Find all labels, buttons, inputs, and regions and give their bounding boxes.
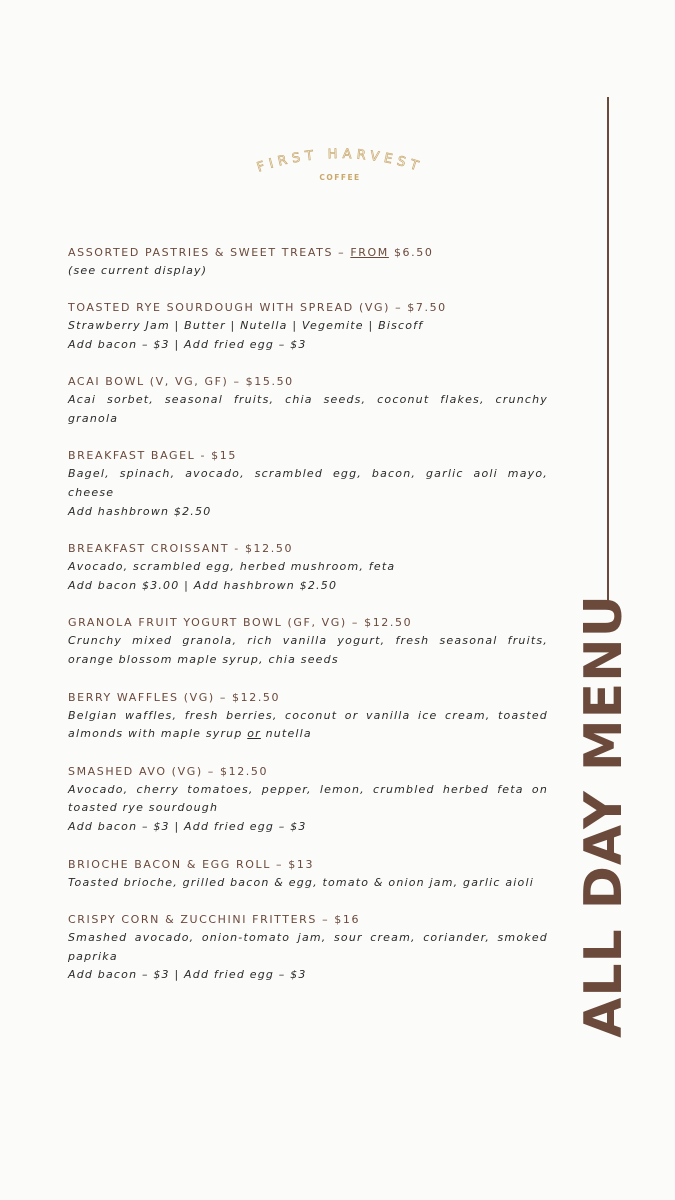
- menu-item-desc: Avocado, cherry tomatoes, pepper, lemon, crumbled herbed feta on toasted rye sourdough: [68, 782, 548, 815]
- menu-item-bagel: [68, 447, 548, 521]
- menu-item-extra: Add bacon $3.00 | Add hashbrown $2.50: [68, 579, 338, 593]
- menu-item-title: [68, 244, 548, 262]
- menu-item-title: BREAKFAST BAGEL - $15: [68, 449, 237, 463]
- menu-item-desc: Toasted brioche, grilled bacon & egg, tomato & onion jam, garlic aioli: [68, 875, 534, 889]
- title-part: ASSORTED PASTRIES & SWEET TREATS –: [68, 246, 351, 259]
- menu-item-desc: Avocado, scrambled egg, herbed mushroom, feta: [68, 560, 396, 574]
- menu-item-title: BREAKFAST CROISSANT - $12.50: [68, 542, 294, 556]
- desc-underlined: or: [247, 727, 261, 741]
- menu-item-fritters: [68, 911, 548, 985]
- menu-item-title: TOASTED RYE SOURDOUGH WITH SPREAD (VG) – $7.50: [68, 301, 447, 315]
- menu-item-title: BRIOCHE BACON & EGG ROLL – $13: [68, 857, 315, 871]
- menu-list: [68, 244, 548, 1004]
- brand-logo-arc: [250, 140, 430, 176]
- side-title: [574, 594, 634, 1038]
- menu-item-desc: Bagel, spinach, avocado, scrambled egg, bacon, garlic aoli mayo, cheese: [68, 467, 548, 500]
- menu-item-title: CRISPY CORN & ZUCCHINI FRITTERS – $16: [68, 912, 361, 926]
- title-underlined: FROM: [350, 246, 389, 259]
- svg-text:FIRST HARVEST: [255, 147, 425, 176]
- menu-item-desc: (see current display): [68, 264, 208, 277]
- brand-name: FIRST HARVEST: [255, 146, 425, 176]
- brand-logo: [250, 140, 430, 190]
- vertical-rule: [607, 97, 609, 605]
- menu-item-extra: Add bacon – $3 | Add fried egg – $3: [68, 338, 307, 352]
- menu-item-title: BERRY WAFFLES (VG) – $12.50: [68, 690, 281, 704]
- menu-item-desc: Strawberry Jam | Butter | Nutella | Vegemite | Biscoff: [68, 319, 424, 333]
- menu-item-croissant: [68, 540, 548, 596]
- menu-item-desc: Acai sorbet, seasonal fruits, chia seeds, coconut flakes, crunchy granola: [68, 393, 548, 426]
- menu-item-granola: [68, 614, 548, 670]
- menu-item-title: ACAI BOWL (V, VG, GF) – $15.50: [68, 375, 294, 389]
- menu-item-smashed-avo: [68, 763, 548, 837]
- menu-item-desc: [68, 707, 548, 745]
- menu-item-extra: Add bacon – $3 | Add fried egg – $3: [68, 968, 307, 982]
- menu-item-extra: Add bacon – $3 | Add fried egg – $3: [68, 820, 307, 834]
- menu-item-sourdough: [68, 299, 548, 355]
- menu-item-acai: [68, 373, 548, 429]
- menu-item-desc: Smashed avocado, onion-tomato jam, sour cream, coriander, smoked paprika: [68, 930, 548, 963]
- menu-item-pastries: [68, 244, 548, 281]
- menu-item-title: GRANOLA FRUIT YOGURT BOWL (GF, VG) – $12.50: [68, 616, 413, 630]
- side-title-text: ALL DAY MENU: [574, 594, 634, 1038]
- desc-part: Belgian waffles, fresh berries, coconut or vanilla ice cream, toasted almonds with maple syrup: [68, 708, 548, 741]
- menu-item-brioche: [68, 856, 548, 893]
- menu-item-waffles: [68, 689, 548, 745]
- menu-item-extra: Add hashbrown $2.50: [68, 505, 212, 519]
- menu-item-title: SMASHED AVO (VG) – $12.50: [68, 764, 269, 778]
- desc-part: nutella: [260, 727, 312, 741]
- brand-sub: COFFEE: [319, 173, 361, 182]
- menu-item-desc: Crunchy mixed granola, rich vanilla yogurt, fresh seasonal fruits, orange blossom maple syrup, chia seeds: [68, 634, 548, 667]
- title-part: $6.50: [388, 246, 434, 259]
